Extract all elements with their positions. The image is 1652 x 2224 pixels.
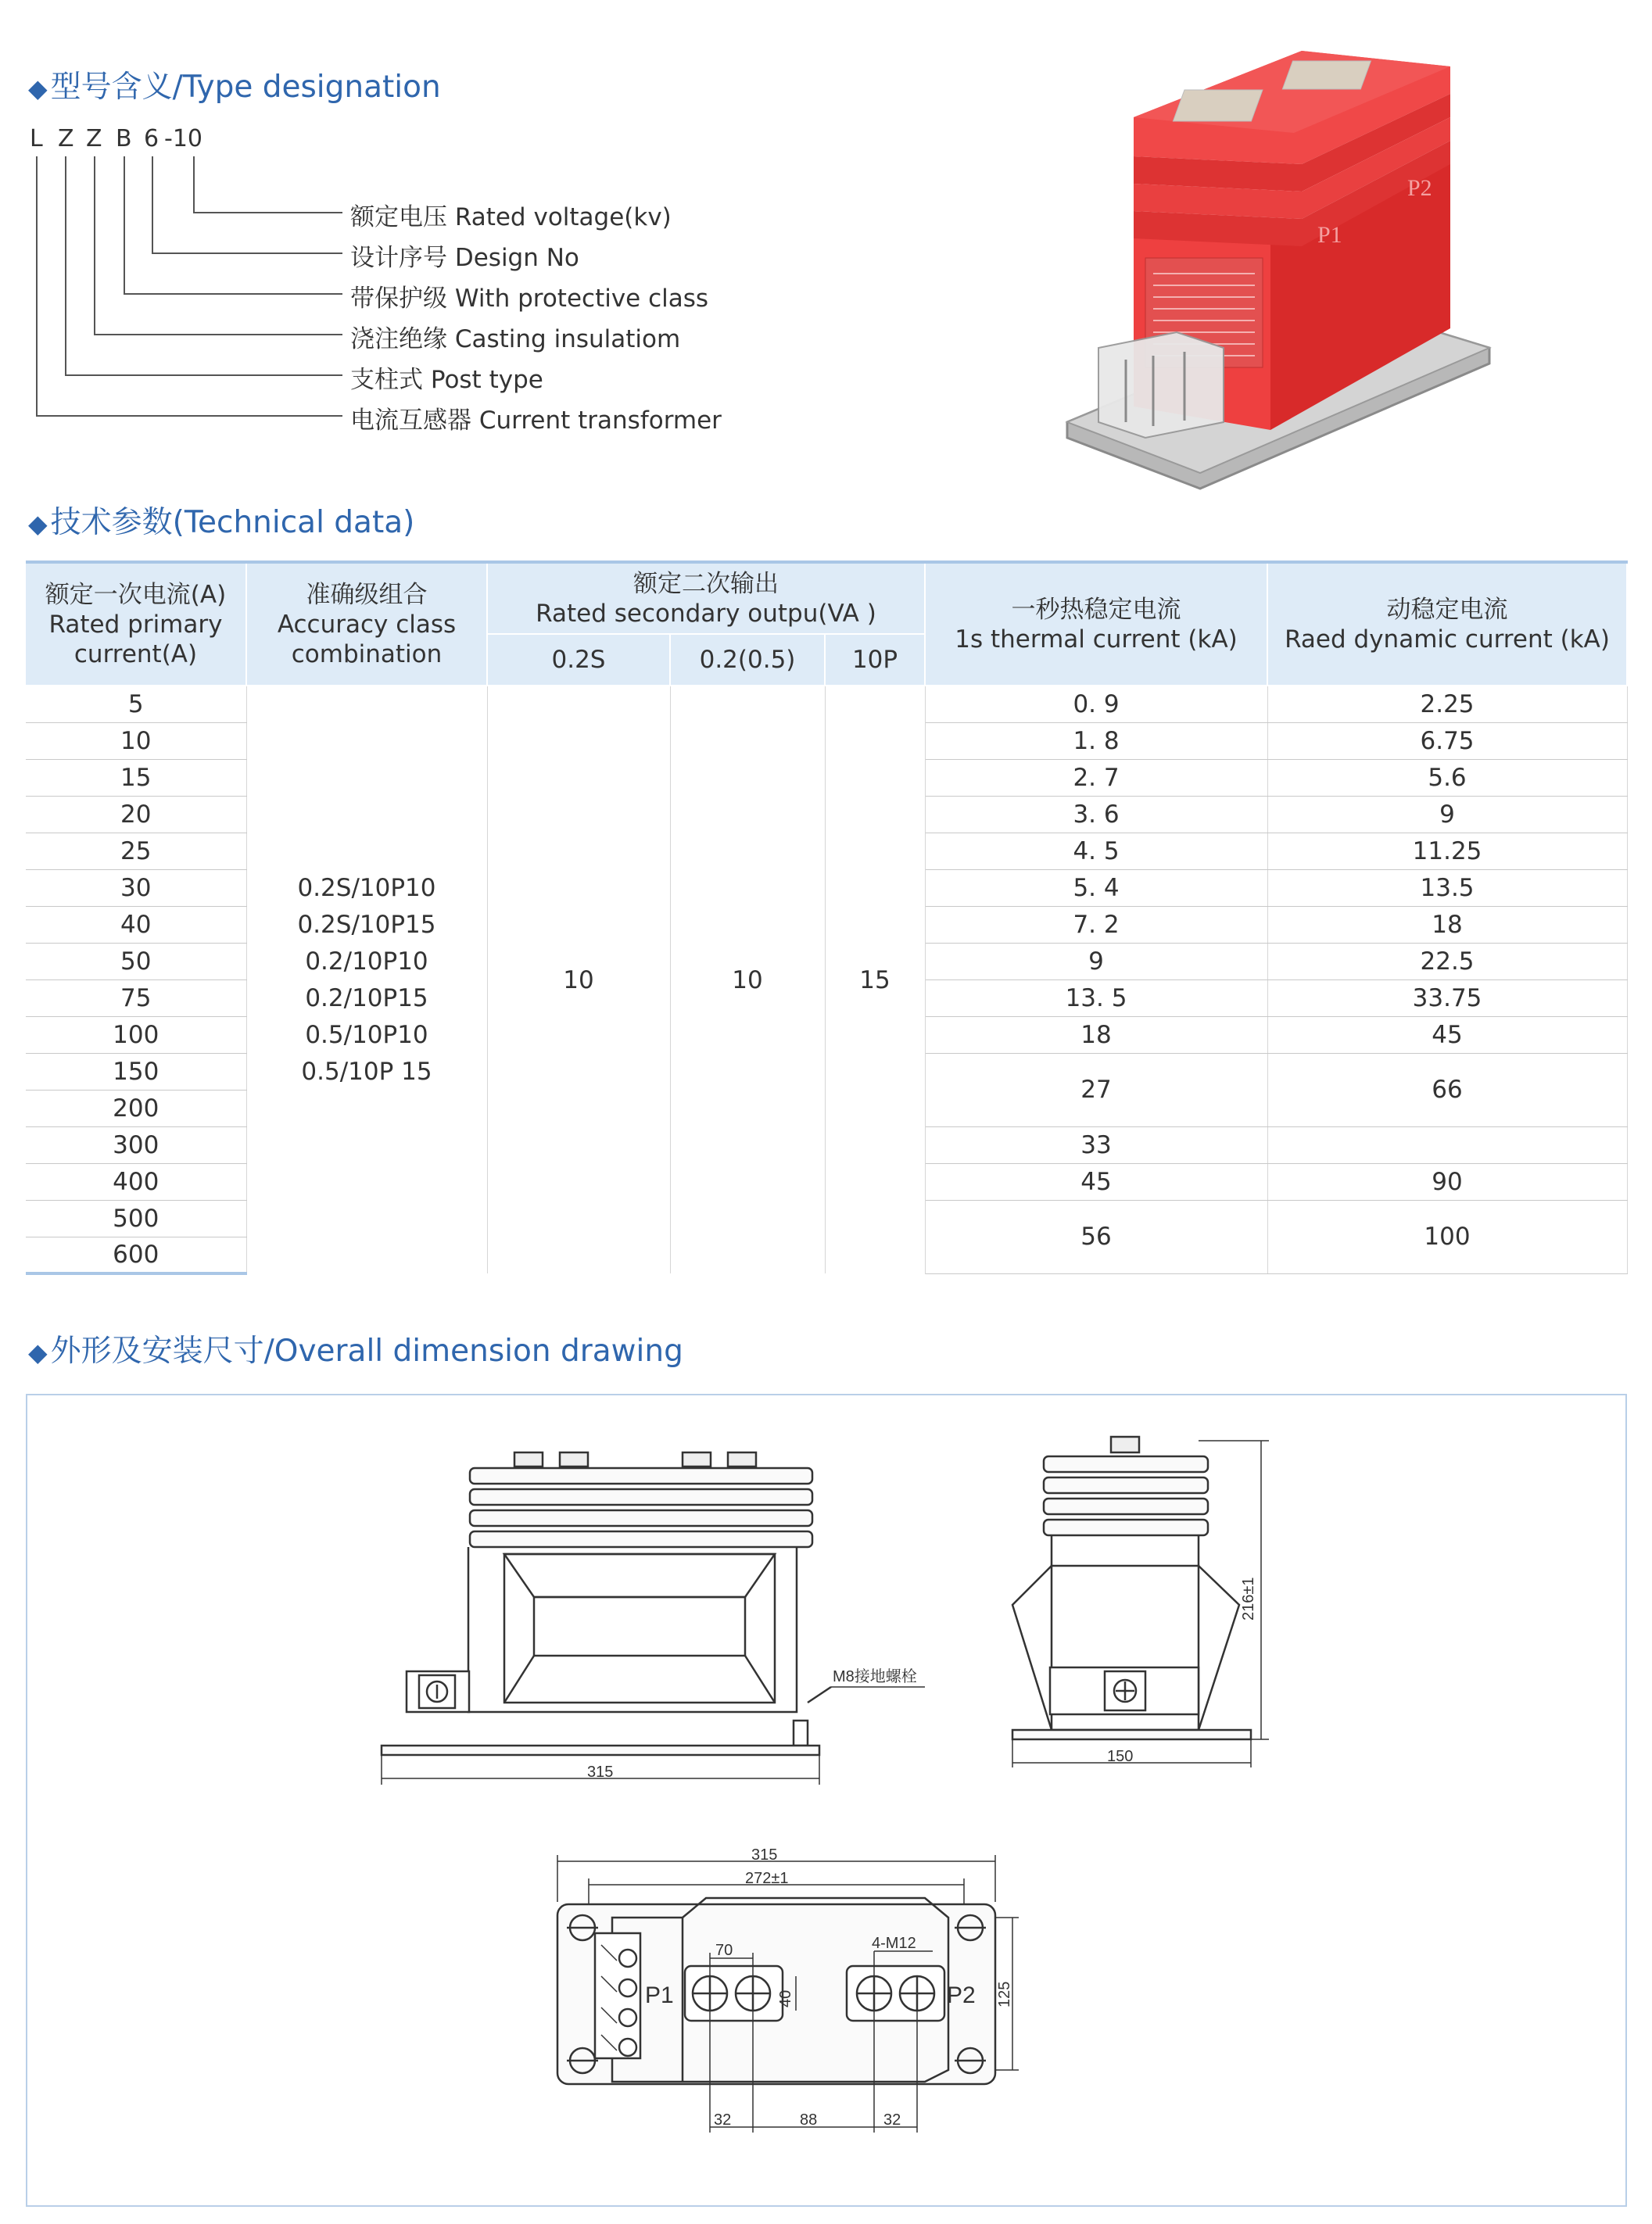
table-cell-dynamic: 66 bbox=[1267, 1053, 1627, 1126]
table-cell-current: 40 bbox=[26, 906, 246, 943]
dim-70: 70 bbox=[715, 1942, 733, 1959]
product-photo bbox=[1059, 47, 1497, 500]
terminal-p2-label: P2 bbox=[947, 1982, 976, 2008]
table-cell-current: 600 bbox=[26, 1237, 246, 1273]
designation-line: 电流互感器 Current transformer bbox=[350, 406, 722, 435]
dim-4-m12: 4-M12 bbox=[872, 1935, 916, 1952]
designation-line: 设计序号 Design No bbox=[350, 244, 579, 272]
table-cell-dynamic: 6.75 bbox=[1267, 722, 1627, 759]
table-cell-dynamic: 100 bbox=[1267, 1200, 1627, 1273]
table-cell-current: 150 bbox=[26, 1053, 246, 1090]
table-cell-dynamic bbox=[1267, 1126, 1627, 1163]
section-title-type-designation: ◆ 型号含义/Type designation bbox=[28, 70, 441, 105]
table-cell-thermal: 27 bbox=[925, 1053, 1267, 1126]
dim-150: 150 bbox=[1107, 1748, 1134, 1765]
table-cell-thermal: 3. 6 bbox=[925, 796, 1267, 833]
diamond-bullet-icon: ◆ bbox=[28, 509, 48, 539]
table-cell-dynamic: 45 bbox=[1267, 1016, 1627, 1053]
photo-label-p2: P2 bbox=[1407, 175, 1432, 201]
header-thermal-current: 一秒热稳定电流 1s thermal current (kA) bbox=[925, 562, 1267, 686]
code-letter: -10 bbox=[164, 125, 202, 152]
dimension-drawing bbox=[26, 1394, 1627, 2207]
table-cell-current: 5 bbox=[26, 686, 246, 722]
code-letter: Z bbox=[86, 125, 102, 152]
table-cell-current: 25 bbox=[26, 833, 246, 869]
technical-data-table bbox=[26, 560, 1628, 1275]
table-cell-dynamic: 11.25 bbox=[1267, 833, 1627, 869]
table-cell-current: 100 bbox=[26, 1016, 246, 1053]
header-dynamic-current: 动稳定电流 Raed dynamic current (kA) bbox=[1267, 562, 1627, 686]
designation-line: 浇注绝缘 Casting insulatiom bbox=[350, 325, 681, 353]
table-cell-dynamic: 5.6 bbox=[1267, 759, 1627, 796]
code-letter: Z bbox=[58, 125, 74, 152]
output-10p-cell: 15 bbox=[825, 686, 925, 1273]
table-cell-dynamic: 2.25 bbox=[1267, 686, 1627, 722]
table-cell-thermal: 33 bbox=[925, 1126, 1267, 1163]
table-cell-dynamic: 13.5 bbox=[1267, 869, 1627, 906]
table-cell-dynamic: 9 bbox=[1267, 796, 1627, 833]
dim-315-top: 315 bbox=[751, 1846, 778, 1864]
table-cell-current: 30 bbox=[26, 869, 246, 906]
table-cell-thermal: 13. 5 bbox=[925, 979, 1267, 1016]
designation-line: 额定电压 Rated voltage(kv) bbox=[350, 203, 672, 231]
header-sub-02-05: 0.2(0.5) bbox=[670, 634, 825, 686]
output-02-05-cell: 10 bbox=[670, 686, 825, 1273]
code-letter: 6 bbox=[144, 125, 159, 152]
table-cell-dynamic: 90 bbox=[1267, 1163, 1627, 1200]
header-sub-02s: 0.2S bbox=[487, 634, 670, 686]
accuracy-combination-cell: 0.2S/10P10 0.2S/10P15 0.2/10P10 0.2/10P15 0.5/10P10 0.5/10P 15 bbox=[246, 686, 487, 1273]
table-cell-current: 15 bbox=[26, 759, 246, 796]
table-cell-current: 20 bbox=[26, 796, 246, 833]
dim-32-left: 32 bbox=[714, 2111, 732, 2129]
header-accuracy-class: 准确级组合 Accuracy class combination bbox=[246, 562, 487, 686]
table-cell-thermal: 7. 2 bbox=[925, 906, 1267, 943]
header-rated-primary: 额定一次电流(A) Rated primary current(A) bbox=[26, 562, 246, 686]
ground-bolt-label: M8接地螺栓 bbox=[833, 1668, 917, 1685]
code-letter: B bbox=[116, 125, 132, 152]
table-cell-thermal: 18 bbox=[925, 1016, 1267, 1053]
code-letter: L bbox=[30, 125, 43, 152]
table-cell-current: 10 bbox=[26, 722, 246, 759]
section-title-technical-data: ◆ 技术参数(Technical data) bbox=[28, 505, 415, 540]
terminal-p1-label: P1 bbox=[645, 1982, 674, 2008]
dim-32-right: 32 bbox=[883, 2111, 901, 2129]
table-cell-current: 300 bbox=[26, 1126, 246, 1163]
table-cell-current: 500 bbox=[26, 1200, 246, 1237]
section-title-dimension-drawing: ◆ 外形及安装尺寸/Overall dimension drawing bbox=[28, 1334, 683, 1369]
table-cell-current: 50 bbox=[26, 943, 246, 979]
photo-label-p1: P1 bbox=[1317, 222, 1342, 248]
output-02s-cell: 10 bbox=[487, 686, 670, 1273]
table-cell-thermal: 9 bbox=[925, 943, 1267, 979]
dim-88: 88 bbox=[800, 2111, 818, 2129]
dim-216: 216±1 bbox=[1240, 1577, 1257, 1621]
table-cell-dynamic: 22.5 bbox=[1267, 943, 1627, 979]
designation-line: 带保护级 With protective class bbox=[350, 285, 709, 313]
designation-line: 支柱式 Post type bbox=[350, 366, 543, 394]
dim-125: 125 bbox=[996, 1981, 1013, 2007]
dim-40: 40 bbox=[777, 1989, 794, 2007]
table-cell-dynamic: 33.75 bbox=[1267, 979, 1627, 1016]
table-cell-thermal: 45 bbox=[925, 1163, 1267, 1200]
diamond-bullet-icon: ◆ bbox=[28, 73, 48, 103]
header-secondary-output: 额定二次输出 Rated secondary outpu(VA ) bbox=[487, 562, 925, 634]
header-sub-10p: 10P bbox=[825, 634, 925, 686]
table-cell-thermal: 5. 4 bbox=[925, 869, 1267, 906]
dim-272: 272±1 bbox=[745, 1870, 789, 1887]
dim-315-front: 315 bbox=[587, 1764, 614, 1781]
table-cell-current: 400 bbox=[26, 1163, 246, 1200]
table-cell-thermal: 1. 8 bbox=[925, 722, 1267, 759]
table-cell-current: 200 bbox=[26, 1090, 246, 1126]
table-cell-thermal: 2. 7 bbox=[925, 759, 1267, 796]
table-cell-thermal: 4. 5 bbox=[925, 833, 1267, 869]
diamond-bullet-icon: ◆ bbox=[28, 1338, 48, 1367]
table-cell-dynamic: 18 bbox=[1267, 906, 1627, 943]
table-cell-current: 75 bbox=[26, 979, 246, 1016]
table-cell-thermal: 56 bbox=[925, 1200, 1267, 1273]
table-cell-thermal: 0. 9 bbox=[925, 686, 1267, 722]
